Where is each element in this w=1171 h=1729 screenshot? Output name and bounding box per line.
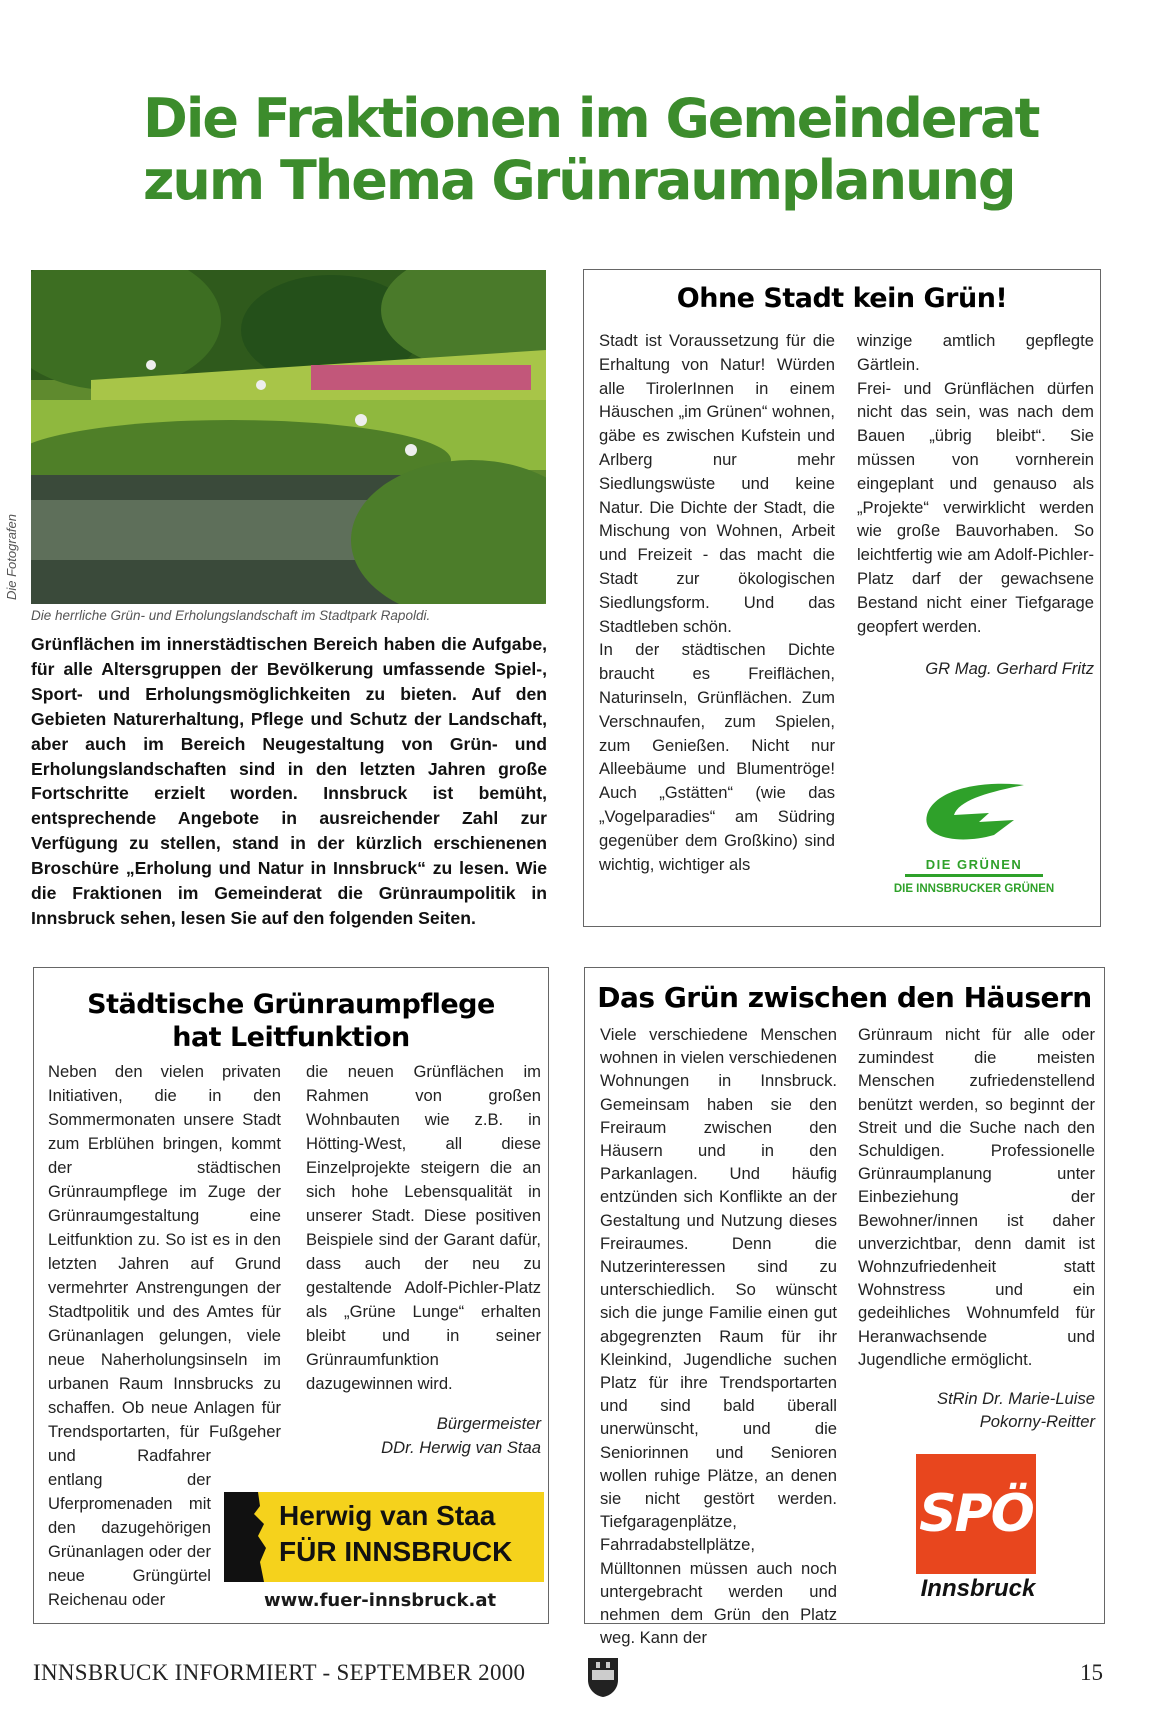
spoe-col-2 [858, 1023, 1095, 1433]
photo-credit: Die Fotografen [4, 514, 19, 600]
silhouette-icon [224, 1492, 272, 1582]
paragraph: Grünraum nicht für alle oder zumindest die meisten Menschen zufriedenstellend benützt werden, so beginnt der Streit und die Suche nach den Schuldigen. Professionelle Grünraumplanung unter Einbeziehung der Bewohner/innen ist daher unverzichtbar, denn damit ist Wohnzufriedenheit statt Wohnstress und ein gedeihliches Wohnumfeld für Heranwachsende und Jugendliche ermöglicht. [858, 1025, 1095, 1369]
page-number: 15 [1080, 1660, 1103, 1685]
greens-col-2 [857, 329, 1094, 681]
oevp-heading [34, 988, 548, 1054]
greens-g-icon [919, 780, 1029, 850]
paragraph: winzige amtlich gepflegte Gärtlein. [857, 331, 1094, 374]
greens-heading: Ohne Stadt kein Grün! [676, 283, 1008, 314]
spoe-signature-2: Pokorny-Reitter [979, 1412, 1095, 1432]
greens-col-1 [599, 329, 835, 876]
paragraph: Neben den vielen privaten Initiativen, die in den Sommermonaten unsere Stadt zum Erblühen bringen, kommt der städtischen Grünraumpflege im Zuge der Grünraumgestaltung eine Leitfunktion zu. So ist es in den letzten Jahren auf Grund vermehrter Anstrengungen der Stadtpolitik und des Amtes für Grünanlagen gelungen, viele neue Naherholungsinseln im urbanen Raum Innsbrucks zu schaffen. Ob neue Anlagen für Trendsportarten, für Fußgeher und Radfahrer entlang der Uferpromenaden mit den dazugehörigen Grünanlagen oder der neue Grüngürtel Reichenau oder [48, 1062, 281, 1609]
spoe-heading: Das Grün zwischen den Häusern [597, 981, 1092, 1014]
paragraph: Stadt ist Voraussetzung für die Erhaltung von Natur! Würden alle TirolerInnen in einem Häuschen „im Grünen“ wohnen, gäbe es zwischen Kufstein und Arlberg nur mehr Siedlungswüste und keine Natur. Die Dichte der Stadt, die Mischung von Wohnen, Arbeit und Freizeit - das macht die Stadt zur ökologischen Siedlungsform. Und das Stadtleben schön. [599, 331, 835, 636]
spoe-signature-1: StRin Dr. Marie-Luise [937, 1389, 1095, 1409]
oevp-banner [224, 1492, 544, 1582]
page-title [143, 88, 1043, 212]
paragraph: Frei- und Grünflächen dürfen nicht das sein, was nach dem Bauen „übrig bleibt“. Sie müssen von vornherein eingeplant und genauso als „Projekte“ verwirklicht werden wie große Bauvorhaben. So leichtfertig wie am Adolf-Pichler-Platz darf der gewachsene Bestand nicht einer Tiefgarage geopfert werden. [857, 378, 1094, 636]
photo-caption: Die herrliche Grün- und Erholungslandschaft im Stadtpark Rapoldi. [31, 608, 431, 623]
oevp-article [33, 967, 549, 1624]
paragraph: die neuen Grünflächen im Rahmen von großen Wohnbauten wie z.B. in Hötting-West, all diese Einzelprojekte steigern die an sich hohe Lebensqualität in unserer Stadt. Diese positiven Beispiele sind der Garant dafür, dass auch der neu zu gestaltende Adolf-Pichler-Platz als „Grüne Lunge“ erhalten bleibt und in seiner Grünraumfunktion dazugewinnen wird. [306, 1062, 541, 1393]
city-crest-icon [586, 1656, 620, 1698]
spoe-article [584, 967, 1105, 1648]
greens-signature: GR Mag. Gerhard Fritz [925, 659, 1094, 679]
title-line-1: Die Fraktionen im Gemeinderat [143, 87, 1039, 150]
heading-line: hat Leitfunktion [172, 1022, 410, 1053]
oevp-signature-name: DDr. Herwig van Staa [381, 1438, 541, 1457]
oevp-col-2 [306, 1060, 541, 1460]
banner-name: Herwig van Staa [279, 1500, 496, 1531]
park-photo [31, 270, 546, 604]
footer-publication: INNSBRUCK INFORMIERT - SEPTEMBER 2000 [33, 1660, 526, 1685]
spoe-logo-sub: Innsbruck [920, 1575, 1036, 1602]
spoe-logo: SPÖ [916, 1454, 1036, 1574]
greens-logo-name: DIE GRÜNEN [905, 857, 1043, 877]
greens-logo [874, 780, 1074, 895]
oevp-url[interactable]: www.fuer-innsbruck.at [264, 1590, 497, 1611]
greens-article [583, 269, 1101, 927]
heading-line: Städtische Grünraumpflege [87, 989, 495, 1020]
paragraph: Viele verschiedene Menschen wohnen in vielen verschiedenen Wohnungen in Innsbruck. Gemeinsam haben sie den Freiraum zwischen den Häusern und in den Parkanlagen. Und häufig entzünden sich Konflikte an der Gestaltung und Nutzung dieses Freiraumes. Denn die Nutzerinteressen sind zu unterschiedlich. So wünscht sich die junge Familie einen gut abgegrenzten Raum für ihr Kleinkind, Jugendliche suchen Platz für ihre Trendsportarten und sind bald überall unerwünscht, und die Seniorinnen und Senioren wollen ruhige Plätze, an denen sie nicht gestört werden. Tiefgaragenplätze, Fahrradabstellplätze, Mülltonnen müssen auch noch untergebracht werden und nehmen dem Grün den Platz weg. Kann der [600, 1025, 837, 1648]
oevp-signature-title: Bürgermeister [436, 1414, 541, 1433]
banner-slogan: FÜR INNSBRUCK [279, 1536, 513, 1567]
paragraph: In der städtischen Dichte braucht es Freiflächen, Naturinseln, Grünflächen. Zum Verschnaufen, zum Spielen, zum Genießen. Nicht nur Alleebäume und Blumentröge! Auch „Gstätten“ (wie das „Vogelparadies“ am Südring gegenüber dem Großkino) sind wichtig, wichtiger als [599, 640, 835, 874]
greens-logo-sub: DIE INNSBRUCKER GRÜNEN [893, 883, 1055, 895]
title-line-2: zum Thema Grünraumplanung [143, 149, 1015, 212]
spoe-col-1 [600, 1023, 837, 1649]
intro-text: Grünflächen im innerstädtischen Bereich haben die Aufgabe, für alle Altersgruppen der Bevölkerung umfassende Spiel-, Sport- und Erholungsmöglichkeiten zu bieten. Auf den Gebieten Naturerhaltung, Pflege und Schutz der Landschaft, aber auch im Bereich Neugestaltung von Grün- und Erholungslandschaften sind in den letzten Jahren große Fortschritte erzielt worden. Innsbruck ist bemüht, entsprechende Angebote in ausreichender Zahl zur Verfügung zu stellen, stand in der kürzlich erschienenen Broschüre „Erholung und Natur in Innsbruck“ zu lesen. Wie die Fraktionen im Gemeinderat die Grünraumpolitik in Innsbruck sehen, lesen Sie auf den folgenden Seiten. [31, 634, 547, 928]
